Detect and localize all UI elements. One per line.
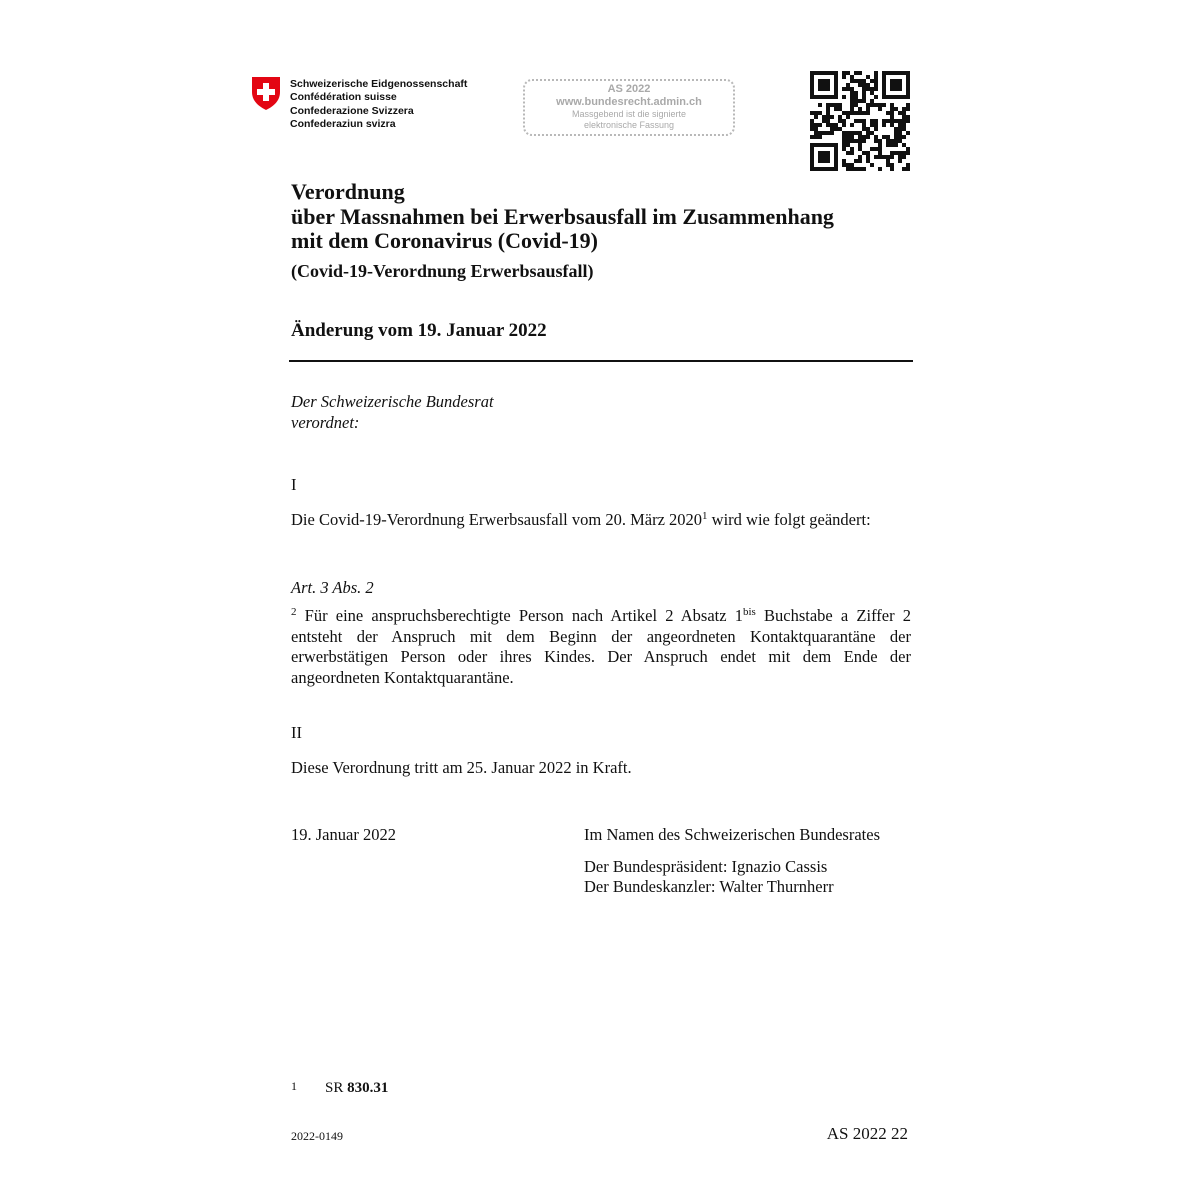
confederation-name-fr: Confédération suisse bbox=[290, 91, 397, 104]
title-line: mit dem Coronavirus (Covid-19) bbox=[291, 228, 598, 253]
issuer bbox=[291, 392, 494, 433]
stamp-note-1: Massgebend ist die signierte bbox=[571, 109, 687, 119]
title-line: Verordnung bbox=[291, 179, 405, 204]
document-title bbox=[291, 180, 834, 254]
confederation-name-rm: Confederaziun svizra bbox=[290, 117, 396, 130]
entry-into-force: Diese Verordnung tritt am 25. Januar 2022 in Kraft. bbox=[291, 758, 632, 777]
footnote-text bbox=[325, 1079, 388, 1097]
stamp-note-2: elektronische Fassung bbox=[583, 120, 675, 130]
amendment-date: Änderung vom 19. Januar 2022 bbox=[291, 320, 547, 341]
paragraph-text: Für eine anspruchsberechtigte Person nach Artikel 2 Absatz 1 bbox=[296, 606, 743, 625]
official-stamp bbox=[523, 79, 735, 136]
footnote-marker: 1 bbox=[702, 510, 708, 522]
paragraph-text-end: Buchstabe a Ziffer 2 entsteht der Anspruch mit dem Beginn der angeordneten Kontaktquarantäne der erwerbstätigen Person oder ihres Kindes. Der Anspruch endet mit dem Ende der angeordneten Kontaktquarantäne. bbox=[291, 606, 911, 687]
stamp-website: www.bundesrecht.admin.ch bbox=[556, 96, 702, 108]
article-reference: Art. 3 Abs. 2 bbox=[291, 578, 374, 597]
footnote-prefix: SR bbox=[325, 1080, 348, 1096]
paragraph-number: 2 bbox=[291, 606, 297, 618]
document-id: 2022-0149 bbox=[291, 1129, 343, 1143]
president-line: Der Bundespräsident: Ignazio Cassis bbox=[584, 856, 828, 876]
issuer-name: Der Schweizerische Bundesrat bbox=[291, 392, 494, 411]
footnote-reference: 830.31 bbox=[347, 1080, 389, 1096]
intro-text: Die Covid-19-Verordnung Erwerbsausfall vom 20. März 2020 bbox=[291, 510, 703, 529]
qr-code-icon bbox=[810, 71, 910, 171]
official-collection-reference: AS 2022 22 bbox=[826, 1124, 908, 1143]
paragraph-sup: bis bbox=[743, 606, 756, 618]
confederation-name-de: Schweizerische Eidgenossenschaft bbox=[290, 78, 468, 90]
section-heading-2: II bbox=[291, 723, 302, 742]
stamp-collection: AS 2022 bbox=[607, 83, 651, 95]
on-behalf-line: Im Namen des Schweizerischen Bundesrates bbox=[584, 825, 880, 844]
signature-date: 19. Januar 2022 bbox=[291, 825, 396, 844]
amendment-intro bbox=[291, 510, 911, 531]
section-heading-1: I bbox=[291, 475, 297, 494]
intro-text-end: wird wie folgt geändert: bbox=[707, 510, 871, 529]
short-title: (Covid-19-Verordnung Erwerbsausfall) bbox=[291, 261, 594, 281]
confederation-names bbox=[290, 78, 467, 131]
chancellor-line: Der Bundeskanzler: Walter Thurnherr bbox=[584, 877, 834, 896]
swiss-coat-of-arms-icon bbox=[251, 76, 281, 111]
article-paragraph bbox=[291, 606, 911, 688]
issuer-verb: verordnet: bbox=[291, 412, 360, 432]
footnote-number: 1 bbox=[291, 1079, 297, 1093]
signature-block bbox=[584, 825, 880, 898]
title-divider bbox=[289, 360, 913, 362]
title-line: über Massnahmen bei Erwerbsausfall im Zusammenhang bbox=[291, 203, 834, 229]
confederation-name-it: Confederazione Svizzera bbox=[290, 104, 414, 117]
